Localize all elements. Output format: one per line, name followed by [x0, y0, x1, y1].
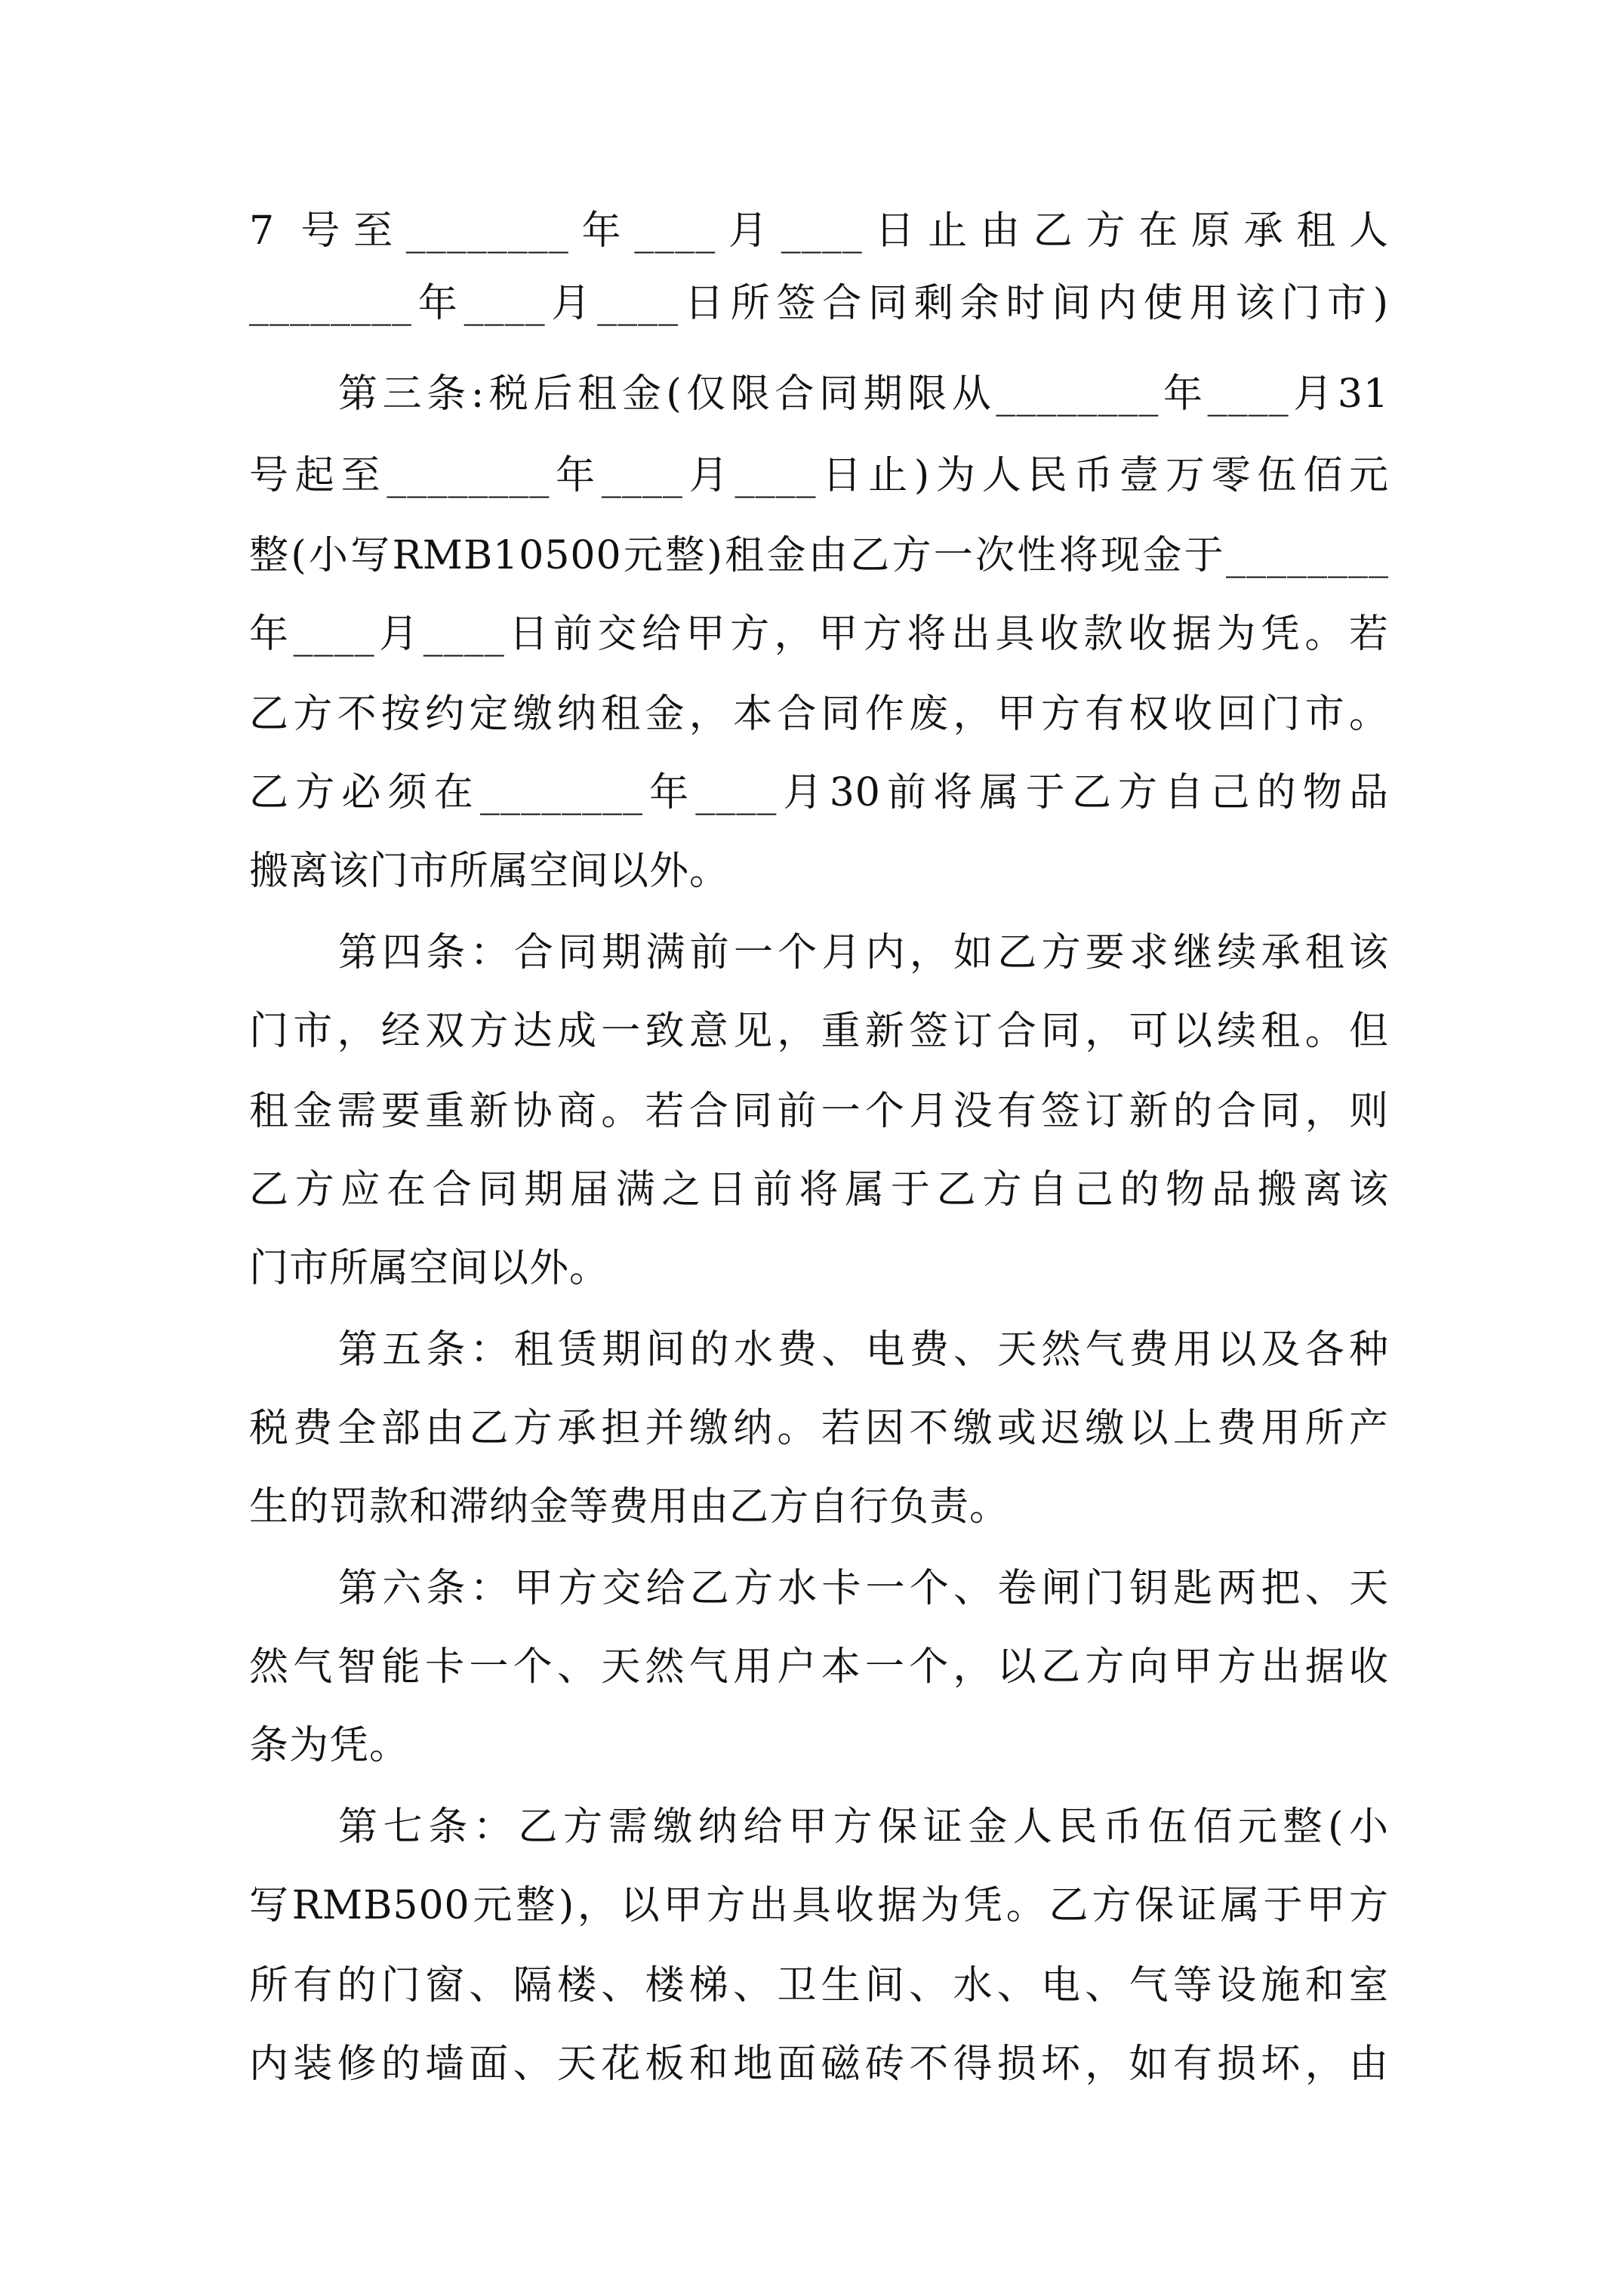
text-line: 所有的门窗、隔楼、楼梯、卫生间、水、电、气等设施和室	[249, 1963, 1389, 2008]
text-line: 第六条：甲方交给乙方水卡一个、卷闸门钥匙两把、天	[338, 1566, 1389, 1611]
text-line: 年____月____日前交给甲方，甲方将出具收款收据为凭。若	[249, 612, 1389, 657]
text-line: 门市，经双方达成一致意见，重新签订合同，可以续租。但	[249, 1009, 1389, 1054]
text-line: 税费全部由乙方承担并缴纳。若因不缴或迟缴以上费用所产	[249, 1406, 1389, 1451]
text-line: ________年____月____日所签合同剩余时间内使用该门市)	[249, 281, 1389, 326]
text-line: 号起至________年____月____日止)为人民币壹万零伍佰元	[249, 453, 1389, 498]
text-line: 内装修的墙面、天花板和地面磁砖不得损坏，如有损坏，由	[249, 2042, 1389, 2087]
text-line: 第三条:税后租金(仅限合同期限从________年____月31	[338, 371, 1389, 417]
text-line: 生的罚款和滞纳金等费用由乙方自行负责。	[249, 1484, 1010, 1530]
text-line: 乙方必须在________年____月30前将属于乙方自己的物品	[249, 770, 1389, 815]
text-line: 然气智能卡一个、天然气用户本一个，以乙方向甲方出据收	[249, 1644, 1389, 1690]
text-line: 第五条：租赁期间的水费、电费、天然气费用以及各种	[338, 1327, 1389, 1373]
text-line: 整(小写RMB10500元整)租金由乙方一次性将现金于________	[249, 533, 1389, 578]
text-line: 第七条：乙方需缴纳给甲方保证金人民币伍佰元整(小	[338, 1804, 1389, 1850]
text-line: 7 号至________年____月____日止由乙方在原承租人	[249, 208, 1389, 254]
text-line: 写RMB500元整)，以甲方出具收据为凭。乙方保证属于甲方	[249, 1883, 1389, 1928]
text-line: 租金需要重新协商。若合同前一个月没有签订新的合同，则	[249, 1089, 1389, 1134]
text-line: 乙方应在合同期届满之日前将属于乙方自己的物品搬离该	[249, 1167, 1389, 1213]
text-line: 第四条：合同期满前一个月内，如乙方要求继续承租该	[338, 930, 1389, 975]
text-line: 条为凭。	[249, 1723, 410, 1768]
text-line: 门市所属空间以外。	[249, 1246, 610, 1291]
text-line: 乙方不按约定缴纳租金，本合同作废，甲方有权收回门市。	[249, 692, 1389, 737]
text-line: 搬离该门市所属空间以外。	[249, 849, 730, 894]
